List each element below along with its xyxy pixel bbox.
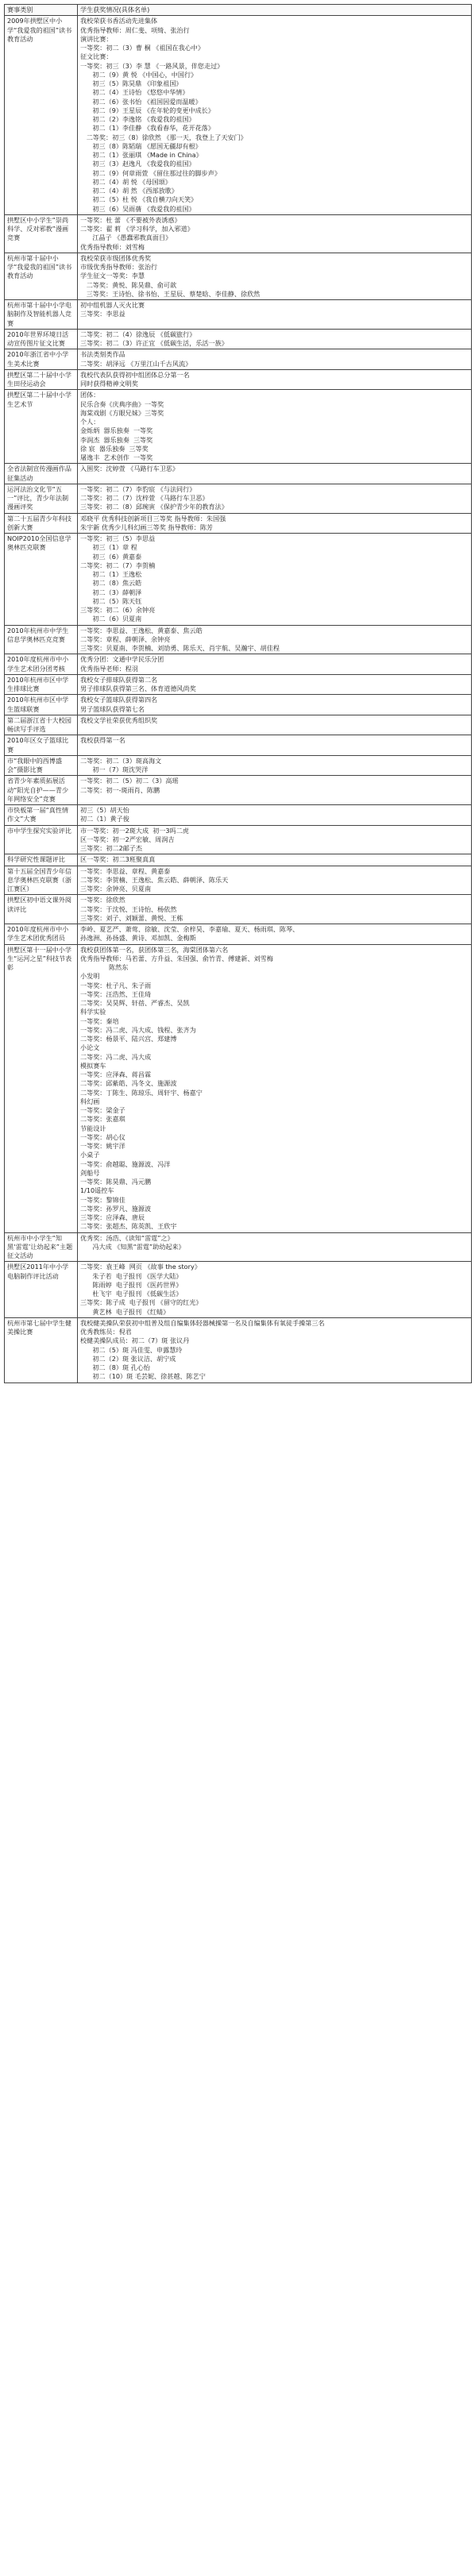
header-category: 赛事类别 — [5, 5, 78, 16]
award-line: 初二（6）贝夏南 — [80, 615, 142, 623]
table-row — [5, 1317, 472, 1382]
award-details-cell — [78, 654, 472, 675]
award-line: 男子排球队获得第三名、体育道德风尚奖 — [80, 684, 196, 692]
award-line: 我校荣获书香活动先进集体 — [80, 17, 158, 25]
award-line: 二等奖：丁陈生、陈琼乐、周轩宇、杨嘉宁 — [80, 1088, 203, 1097]
award-line: 二等奖：吴昊辉、轩蓓、严睿杰、吴凯 — [80, 999, 190, 1007]
event-category-cell: 拱墅区第二十届中小学生田径运动会 — [5, 369, 78, 390]
table-row — [5, 924, 472, 945]
event-category-cell: 2010年杭州市中学生信息学奥林匹克竞赛 — [5, 625, 78, 654]
table-row — [5, 390, 472, 464]
award-line: 冯大成 《知黑“雷霆”助幼起来》 — [80, 1242, 185, 1251]
event-category-cell: 科学研究性课题评比 — [5, 854, 78, 866]
award-line: 二等奖：张超杰、陈英凯、王欣宇 — [80, 1222, 177, 1231]
award-line: 二等奖：初一-斑雨肖、陈鹏 — [80, 785, 160, 794]
award-line: 一等奖：徐欣然 — [80, 896, 126, 904]
award-line: 二等奖：翟 莉 《学习科学，加入邪道》 — [80, 225, 194, 233]
award-line: 三等奖：应泽森、唐辰 — [80, 1213, 145, 1221]
award-line: 优秀教练员：倪君 — [80, 1328, 132, 1336]
award-line: 市一等奖：初一2斑大成 初一3吗二虎 — [80, 826, 189, 835]
awards-document — [4, 4, 471, 1383]
award-line: 一等奖：俞越聪、施源波、冯洋 — [80, 1159, 171, 1168]
event-category-cell: NOIP2010全国信息学奥林匹克联赛 — [5, 534, 78, 626]
award-line: 初二（4）王诗怡 《悠悠中华情》 — [80, 88, 189, 97]
award-details-cell — [78, 674, 472, 695]
table-body — [5, 16, 472, 1382]
table-row — [5, 513, 472, 534]
award-line: 小桌子 — [80, 1151, 100, 1159]
event-category-cell: 2010年度杭州市中小学生艺术团分团考核 — [5, 654, 78, 675]
award-line: 一等奖：黎锦佳 — [80, 1195, 126, 1204]
award-line: 初二（6）张书怡 《祖国因爱而温暖》 — [80, 97, 202, 106]
event-category-cell: 2010年浙江省中小学生美术比赛 — [5, 349, 78, 370]
award-line: 初二（4）胡 悦 《母国颂》 — [80, 177, 172, 186]
event-category-cell: 2010年区女子篮球比赛 — [5, 735, 78, 756]
award-line: 三等奖：贝夏南、李贺楠、刘劢勇、陈乐天、肖宇航、吴瀚宇、胡佳程 — [80, 644, 280, 652]
award-line: 初二（5）杜 悦 《我自横刀向天笑》 — [80, 195, 198, 204]
award-line: 初二（5）陈天钰 — [80, 596, 142, 605]
table-row — [5, 825, 472, 854]
award-details-cell — [78, 1262, 472, 1318]
table-row — [5, 854, 472, 866]
award-line: 优秀指导教师：周仁斐、项绮、张治行 — [80, 25, 190, 34]
award-line: 民乐合奏《庆典序曲》一等奖 — [80, 399, 164, 408]
table-row — [5, 866, 472, 895]
award-line: 杜飞宇 电子报刊 《低碳生活》 — [80, 1290, 183, 1298]
award-line: 一等奖：初三（3）李 慧 《一路风景，伴您走过》 — [80, 61, 224, 70]
award-line: 初二（1）黄子俊 — [80, 815, 129, 823]
award-line: 陈雨婷 电子报刊 《医药世界》 — [80, 1280, 183, 1289]
award-line: 三等奖：刘子、刘颖蕾、黄悦、王栋 — [80, 913, 183, 922]
award-line: 模拟赛车 — [80, 1061, 106, 1070]
award-line: 一等奖：初三（5）李思益 — [80, 534, 156, 542]
award-details-cell — [78, 695, 472, 715]
event-category-cell: 2010年度杭州市中小学生艺术团优秀团员 — [5, 924, 78, 945]
award-line: 初二（9）何章雨萱 《留住那过往的脚步声》 — [80, 168, 221, 177]
award-line: 剑船号 — [80, 1168, 100, 1177]
award-line: 优秀指导教师：刘雪梅 — [80, 242, 145, 251]
award-details-cell — [78, 715, 472, 735]
award-line: 入围奖：沈婷萱 《马路行车卫恶》 — [80, 465, 179, 473]
award-line: 二等奖：初二（3）斑高海文 — [80, 756, 162, 765]
award-line: 二等奖：于沈悦、王诗怡、杨依然 — [80, 904, 177, 913]
award-line: 金烁炳 器乐独奏 一等奖 — [80, 426, 153, 435]
award-line: 初三（5）胡天怡 — [80, 806, 129, 814]
award-line: 初中组机器人灭火比赛 — [80, 301, 145, 309]
award-line: 一等奖：秦培 — [80, 1016, 119, 1025]
award-line: 我校获得第一名 — [80, 736, 126, 745]
award-line: 我校文学社荣获优秀组织奖 — [80, 715, 158, 724]
award-line: 黄艺林 电子报刊 《红蜻》 — [80, 1307, 170, 1316]
event-category-cell: 省青少年素质拓展活动“阳光自护——青少年网络安全”竞赛 — [5, 776, 78, 805]
award-line: 我校健美操队荣获初中组普及组自编集体轻器械操第一名及自编集体有氧徒手操第三名 — [80, 1318, 325, 1327]
award-line: 一等奖：应泽森、蒋昌霖 — [80, 1070, 152, 1078]
award-details-cell — [78, 300, 472, 330]
award-line: 二等奖：孙罗凡、施源波 — [80, 1204, 152, 1213]
table-row — [5, 674, 472, 695]
table-row — [5, 654, 472, 675]
table-row — [5, 16, 472, 215]
award-line: 初二（3）薛朝泽 — [80, 588, 142, 596]
award-line: 徐 宸 器乐独奏 三等奖 — [80, 444, 149, 453]
award-line: 二等奖：袁王峰 网页 《故事 the story》 — [80, 1263, 201, 1271]
event-category-cell: 拱墅区初中语文课外阅读评比 — [5, 895, 78, 924]
award-line: 同时获得精神文明奖 — [80, 380, 138, 388]
table-row — [5, 895, 472, 924]
awards-table — [4, 4, 472, 1383]
award-line: 节能设计 — [80, 1124, 106, 1132]
award-line: 学生征文一等奖：李慧 — [80, 272, 145, 280]
event-category-cell: 杭州市第十届中小学“我爱我的祖国”读书教育活动 — [5, 253, 78, 299]
table-row — [5, 349, 472, 370]
award-line: 我校荣获市级团体优秀奖 — [80, 253, 152, 262]
award-line: 三等奖：初二2邮子杰 — [80, 844, 142, 852]
award-details-cell — [78, 329, 472, 349]
award-line: 邓晓平 优秀科技创新项目三等奖 指导教师：朱国强 — [80, 514, 226, 523]
table-row — [5, 715, 472, 735]
award-line: 我校代表队获得初中组团体总分第一名 — [80, 370, 190, 379]
table-row — [5, 484, 472, 513]
award-details-cell — [78, 895, 472, 924]
award-details-cell — [78, 253, 472, 299]
event-category-cell: 2010年杭州市区中学生排球比赛 — [5, 674, 78, 695]
table-row — [5, 300, 472, 330]
award-line: 征文比赛： — [80, 52, 113, 61]
award-line: 初三（3）赵逸凡 《我爱我的祖国》 — [80, 160, 195, 168]
award-line: 屠逸丰 艺术创作 一等奖 — [80, 453, 153, 461]
table-row — [5, 253, 472, 299]
award-line: 二等奖：初二（7）李贺楠 — [80, 561, 156, 569]
award-line: 科学实验 — [80, 1008, 106, 1016]
award-line: 我校女子排球队获得第二名 — [80, 675, 158, 684]
event-category-cell: 杭州市第七届中学生健美操比赛 — [5, 1317, 78, 1382]
award-details-cell — [78, 944, 472, 1232]
event-category-cell: 全省法制宣传漫画作品征集活动 — [5, 464, 78, 484]
award-details-cell — [78, 390, 472, 464]
table-row — [5, 695, 472, 715]
award-line: 二等奖：张嘉琪 — [80, 1115, 126, 1124]
award-line: 男子篮球队获得第七名 — [80, 704, 145, 713]
event-category-cell: 第二十五届青少年科技创新大赛 — [5, 513, 78, 534]
award-line: 1/10遥控车 — [80, 1186, 114, 1195]
award-line: 初二（1）张丽琪 《Made in China》 — [80, 151, 203, 159]
award-line: 我校获团体第一名，获团体第三名，海棠团体第六名 — [80, 945, 229, 954]
award-line: 一等奖：初二（5）初二（3）高瑶 — [80, 777, 179, 785]
award-line: 三等奖：李思益 — [80, 310, 126, 318]
award-line: 市级优秀指导教师：张治行 — [80, 263, 158, 271]
award-line: 一等奖：李思益、王逸松、黄嘉泰、焦云皓 — [80, 626, 203, 634]
award-line: 初二（4）胡 然 《西部放歌》 — [80, 187, 178, 195]
award-line: 优秀指导老师：程羽 — [80, 664, 138, 673]
award-line: 初三（6）吴雨蒨 《我爱我的祖国》 — [80, 204, 195, 213]
event-category-cell: 2010年世界环境日活动宣传图片征文比赛 — [5, 329, 78, 349]
award-details-cell — [78, 924, 472, 945]
award-line: 一等奖：胡心仪 — [80, 1132, 126, 1141]
award-line: 二等奖：胡泽远 《万里江山千古风流》 — [80, 359, 192, 368]
event-category-cell: 拱墅区2011年中小学电脑制作评比活动 — [5, 1262, 78, 1318]
event-category-cell: 杭州市中小学生“知黑‘雷霆’让幼起来”主题征文活动 — [5, 1232, 78, 1262]
award-line: 三等奖：陈子成 电子报刊 《留守的红光》 — [80, 1298, 203, 1307]
award-line: 二等奖：章程、薛朝泽、余钟亮 — [80, 634, 171, 643]
award-line: 优秀分团：文通中学民乐分团 — [80, 655, 164, 664]
award-line: 二等奖：初三（8）徐欣然 《那一天，我登上了天安门》 — [80, 133, 247, 141]
award-details-cell — [78, 214, 472, 253]
award-line: 朱宇新 优秀少儿科幻画三等奖 指导教师：陈芳 — [80, 523, 214, 531]
award-line: 二等奖：冯二虎、冯大成 — [80, 1052, 152, 1061]
award-line: 李润杰 器乐独奏 三等奖 — [80, 435, 153, 444]
award-line: 二等奖：杨景平、陆兴宫、郑建博 — [80, 1035, 177, 1043]
table-row — [5, 369, 472, 390]
award-line: 初三（5）陈昊鼎 《印象祖国》 — [80, 79, 183, 87]
award-line: 李岭、夏艺严、萧莺、徐敏、沈莹、余梓昊、李嘉瑜、夏天、杨雨琪、陈琴、 — [80, 925, 299, 933]
award-line: 朱子若 电子报刊 《医学大陆》 — [80, 1271, 183, 1280]
award-line: 初二（9）王星辰 《在年轮的变更中成长》 — [80, 106, 214, 114]
award-line: 三等奖：初二（6）余钟亮 — [80, 606, 156, 614]
award-line: 一等奖：姚宇洋 — [80, 1142, 126, 1150]
award-line: 区一等奖：初一2严宏敏、周润吉 — [80, 835, 175, 843]
table-row — [5, 625, 472, 654]
award-line: 二等奖：初二（4）徐逸辰 《低碳旅行》 — [80, 330, 196, 338]
award-line: 小发明 — [80, 972, 100, 981]
award-line: 初二（5）斑 冯佳雯、申露慧玲 — [80, 1345, 183, 1354]
event-category-cell: 拱墅区第二十届中小学生艺术节 — [5, 390, 78, 464]
award-line: 科幻画 — [80, 1097, 100, 1105]
award-line: 一等奖：陈昊鼎、冯元鹏 — [80, 1178, 152, 1186]
event-category-cell: 拱墅区第十一届中小学生“运河之星”科技节表彰 — [5, 944, 78, 1232]
table-row — [5, 735, 472, 756]
award-line: 三等奖：余钟亮、贝夏南 — [80, 885, 152, 893]
award-details-cell — [78, 534, 472, 626]
award-line: 初二（1）王逸松 — [80, 570, 142, 578]
table-row — [5, 214, 472, 253]
event-category-cell: 第二届浙江省十大校园畅读写手评选 — [5, 715, 78, 735]
award-details-cell — [78, 854, 472, 866]
award-line: 初二（2）斑 张议洁、胡宁成 — [80, 1354, 176, 1363]
award-line: 三等奖：初二（8）邱琬寅 《保护青少年的教育法》 — [80, 503, 228, 511]
award-line: 我校女子篮球队获得第四名 — [80, 696, 158, 704]
award-line: 一等奖：杜 蕾 《不要被外表诱惑》 — [80, 215, 181, 224]
award-line: 初三（8）陈韬瑞 《愿国无疆却有根》 — [80, 141, 202, 150]
award-line: 三等奖：初二（3）许正宜 《低碳生活，乐活一族》 — [80, 339, 228, 347]
award-details-cell — [78, 1232, 472, 1262]
award-line: 一等奖：李思益、章程、黄嘉泰 — [80, 866, 171, 875]
event-category-cell: 2010年杭州市区中学生篮球联赛 — [5, 695, 78, 715]
award-line: 书法类刻类作品 — [80, 350, 126, 359]
event-category-cell: 运河法治文化节“五一”评比，青少年法制漫画评奖 — [5, 484, 78, 513]
table-row — [5, 534, 472, 626]
award-details-cell — [78, 776, 472, 805]
award-details-cell — [78, 735, 472, 756]
award-details-cell — [78, 625, 472, 654]
table-row — [5, 464, 472, 484]
table-row — [5, 805, 472, 826]
award-line: 海棠戏剧《方眼兄妹》三等奖 — [80, 408, 164, 417]
award-line: 优秀指导教师：马若蕾、方升益、朱国强、俞竹青、傅建新、刘雪梅 — [80, 954, 273, 962]
award-line: 团体： — [80, 391, 100, 399]
table-row — [5, 755, 472, 776]
award-line: 初二（8）焦云皓 — [80, 579, 142, 588]
award-line: 小论文 — [80, 1043, 100, 1052]
award-line: 一等奖：初二（3）曹 桐 《祖国在我心中》 — [80, 44, 204, 52]
award-line: 二等奖：初二（7）沈梓萱 《马路行车卫恶》 — [80, 494, 209, 502]
award-line: 二等奖：邱紫皓、冯冬文、施源波 — [80, 1079, 177, 1088]
event-category-cell: 市“我眼中的西博盛会”摄影比赛 — [5, 755, 78, 776]
event-category-cell: 第十五届全国青少年信息学奥林匹克联赛（浙江赛区） — [5, 866, 78, 895]
award-line: 初二（10）斑 毛芸妮、徐甚越、陈艺宁 — [80, 1372, 206, 1381]
table-row — [5, 1232, 472, 1262]
award-line: 孙逸洲、孙扬盛、黄诗、邓加凯、金梅斯 — [80, 934, 196, 943]
award-line: 个人： — [80, 418, 100, 426]
award-line: 二等奖：李贺楠、王逸松、焦云皓、薛朝泽、陈乐天 — [80, 875, 229, 884]
award-line: 初三（1）章 程 — [80, 543, 137, 552]
award-details-cell — [78, 16, 472, 215]
award-details-cell — [78, 805, 472, 826]
award-line: 一等奖：汪浩然、王佳琦 — [80, 989, 152, 998]
award-line: 初二（9）黄 悦 《中国心，中国行》 — [80, 70, 198, 79]
award-line: 初二（2）李逸铭 《我爱我的祖国》 — [80, 115, 195, 123]
award-details-cell — [78, 866, 472, 895]
award-line: 三等奖：王诗怡、徐书怡、王星辰、蔡楚晗、李佳静、徐欣然 — [80, 289, 261, 298]
award-line: 初二（1）李佳静 《我看春华，花开花落》 — [80, 124, 214, 133]
table-row — [5, 329, 472, 349]
event-category-cell: 市快板第一届“真性情作文”大赛 — [5, 805, 78, 826]
table-row — [5, 944, 472, 1232]
award-details-cell — [78, 755, 472, 776]
award-details-cell — [78, 464, 472, 484]
event-category-cell: 市中学生探究实验评比 — [5, 825, 78, 854]
table-row — [5, 776, 472, 805]
table-row — [5, 1262, 472, 1318]
award-details-cell — [78, 349, 472, 370]
award-line: 初一（7）斑沈哭洋 — [80, 765, 149, 773]
event-category-cell: 拱墅区中小学生“崇尚科学、反对邪教”漫画竞赛 — [5, 214, 78, 253]
award-line: 江晶子 《愚蠢邪教真面目》 — [80, 233, 172, 242]
award-line: 初二（8）斑 孔心怡 — [80, 1363, 150, 1371]
award-line: 演讲比赛： — [80, 34, 113, 43]
event-category-cell: 2009年拱墅区中小学“我爱我的祖国”读书教育活动 — [5, 16, 78, 215]
event-category-cell: 杭州市第十届中小学电脑制作及智能机器人竞赛 — [5, 300, 78, 330]
award-line: 一等奖：梁金子 — [80, 1106, 126, 1114]
award-line: 一等奖：冯二虎、冯大成、钱程、张齐为 — [80, 1025, 196, 1034]
award-details-cell — [78, 513, 472, 534]
award-details-cell — [78, 369, 472, 390]
award-line: 优秀奖：汤浩、《读知“雷霆”之》 — [80, 1233, 174, 1242]
table-header-row — [5, 5, 472, 16]
award-line: 一等奖：初二（7）李豹宸 《与法同行》 — [80, 484, 196, 493]
award-details-cell — [78, 825, 472, 854]
award-line: 一等奖：杜子凡、朱子雨 — [80, 981, 152, 989]
award-line: 区一等奖：初二3班聚真真 — [80, 855, 156, 864]
award-line: 陈然东 — [80, 963, 129, 971]
award-line: 二等奖：黄悦、陈昊鼎、俞可歆 — [80, 280, 177, 289]
award-details-cell — [78, 484, 472, 513]
award-line: 初三（6）黄嘉泰 — [80, 552, 142, 561]
award-line: 校健美操队成员：初二（7）斑 张议丹 — [80, 1336, 190, 1345]
header-details: 学生获奖情况(具体名单) — [78, 5, 472, 16]
award-details-cell — [78, 1317, 472, 1382]
